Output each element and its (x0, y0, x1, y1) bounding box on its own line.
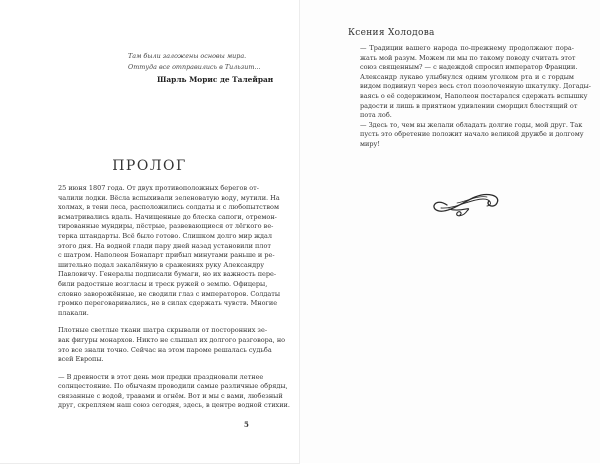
text-line: холмах, в тени леса, расположились солдаты и с любопытством (58, 203, 280, 212)
text-line: били радостные возгласы и треск ружей о землю. Офицеры, (58, 279, 268, 288)
text-line: пота лоб. (360, 111, 392, 120)
epigraph-author: Шарль Морис де Талейран (157, 75, 274, 84)
paragraph (44, 372, 290, 411)
paragraph (346, 72, 591, 121)
text-line: терка штандарты. Всё было готово. Слишком долго мир ждал (58, 231, 273, 240)
text-line: чалили лодки. Вёсла вспыхивали зеленоватую воду, мутили. На (58, 193, 280, 202)
chapter-body (44, 184, 290, 411)
text-line: — Здесь то, чем вы желали обладать долгие годы, мой друг. Так (360, 120, 583, 129)
epigraph-line: Там были заложены основы мира. (128, 52, 247, 60)
text-line: видом подвинул через весь стол позолоченную шкатулку. Догады- (360, 82, 591, 91)
text-line: всматривались вдаль. Начищенные до блеска сапоги, отремон- (58, 212, 277, 221)
text-line: — Традиции вашего народа по-прежнему продолжают пора- (360, 44, 574, 52)
text-line: вак фигуры монархов. Никто не слышал их долгого разговора, но (58, 335, 286, 344)
text-line: 25 июня 1807 года. От двух противоположных берегов от- (58, 184, 259, 192)
paragraph (44, 326, 286, 364)
paragraph (44, 184, 281, 318)
text-line: солнцестояние. По обычаям проводили самые различные обряды, (58, 382, 288, 391)
text-line: жать мой разум. Можем ли мы по такому поводу считать этот (360, 53, 576, 62)
text-line: громко переговаривались, не в силах сдержать чувств. Многие (58, 299, 278, 308)
text-line: пусть это обретение положит начало великой дружбе и долгому (360, 130, 584, 139)
text-line: Плотные светлые ткани шатра скрывали от посторонних зе- (58, 326, 268, 335)
text-line: связанные с водой, травами и огнём. Вот и мы с вами, любезный (58, 391, 283, 400)
text-line: плакали. (58, 308, 89, 317)
text-line: ваясь о её содержимом, Наполеон постарался сдержать вспышку (360, 91, 588, 100)
flourish-ornament-icon (427, 187, 507, 223)
text-line: этого дня. На водной глади пару дней назад установили плот (58, 241, 271, 250)
page-number: 5 (244, 420, 249, 429)
chapter-title: ПРОЛОГ (112, 158, 187, 174)
paragraph (346, 44, 578, 73)
right-page (300, 0, 600, 463)
text-line: словно заворожённые, не сводили глаз с императоров. Солдаты (58, 289, 281, 298)
epigraph (128, 51, 261, 73)
text-line: это все знали точно. Сейчас на этом пароме решалась судьба (58, 345, 272, 354)
text-line: тированные мундиры, пёстрые, развевающиеся от лёгкого ве- (58, 222, 274, 231)
text-line: радости и лишь в приятном удивлении сморщил блестящий от (360, 101, 578, 110)
text-line: — В древности в этот день мои предки праздновали летнее (58, 372, 264, 381)
text-line: союз священным? — с надеждой спросил император Франции. (360, 63, 578, 72)
text-line: Александр лукаво улыбнулся одним уголком рта и с гордым (360, 72, 574, 81)
paragraph (346, 120, 584, 150)
chapter-body (346, 44, 591, 150)
left-page (0, 0, 300, 464)
text-line: миру! (360, 139, 380, 148)
text-line: друг, скрепляем наш союз сегодня, здесь, в центре водной стихии. (58, 401, 290, 410)
epigraph-line: Оттуда все отправились в Тильзит... (128, 63, 261, 71)
text-line: всей Европы. (58, 355, 104, 364)
text-line: Павловичу. Генералы подписали бумаги, но их важность пере- (58, 270, 277, 279)
text-line: шительно подал закалённую в сражениях руку Александру (58, 260, 265, 269)
text-line: с шатром. Наполеон Бонапарт прибыл минутами раньше и ре- (58, 251, 275, 260)
running-head-author: Ксения Холодова (348, 28, 435, 38)
